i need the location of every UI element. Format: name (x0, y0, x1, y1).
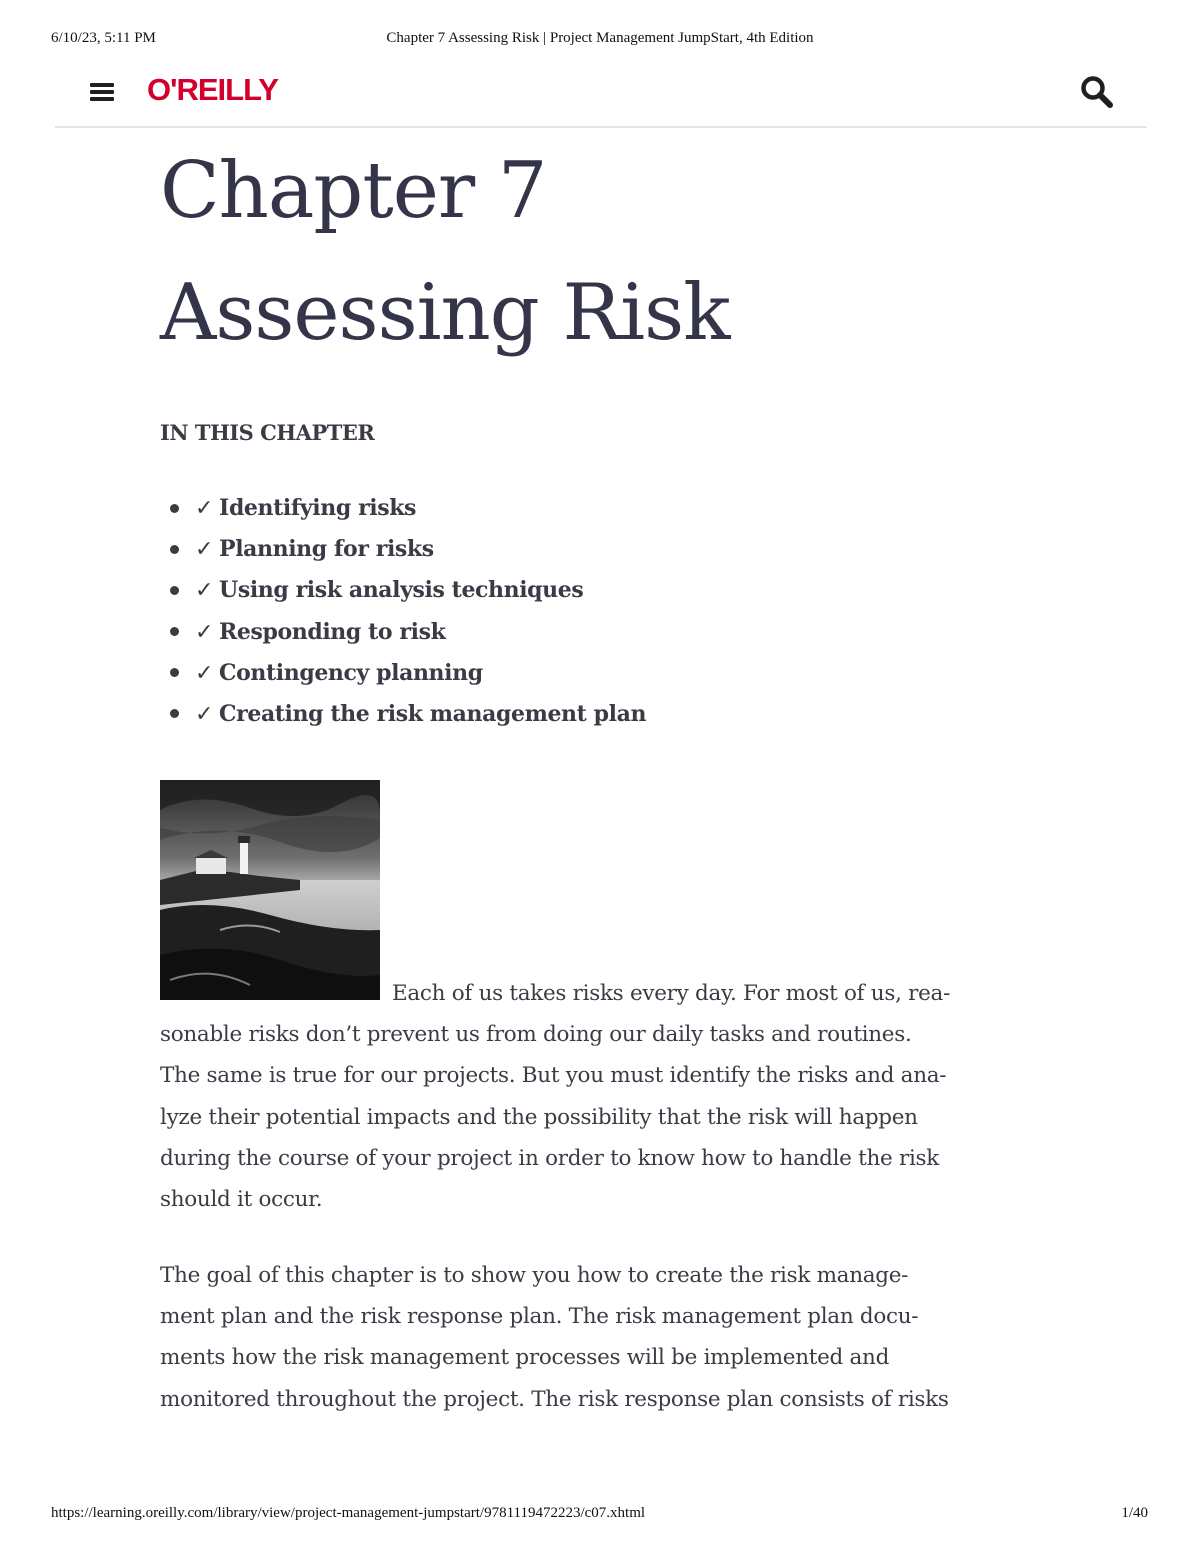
checkmark-icon: ✓ (195, 619, 214, 645)
paragraph-line: sonable risks don’t prevent us from doing our daily tasks and routines. (160, 1022, 912, 1048)
topic-label: Using risk analysis techniques (219, 577, 584, 604)
bullet-icon (170, 627, 179, 636)
list-item (160, 529, 646, 570)
paragraph-line: monitored throughout the project. The risk response plan consists of risks (160, 1386, 949, 1412)
topic-label: Creating the risk management plan (219, 700, 647, 727)
lighthouse-image (160, 780, 380, 1000)
paragraph-line: during the course of your project in order to know how to handle the risk (160, 1145, 939, 1171)
paragraph-line: should it occur. (160, 1187, 323, 1213)
print-header (0, 30, 1200, 50)
paragraph-line: ments how the risk management processes will be implemented and (160, 1345, 890, 1371)
topic-label: Responding to risk (219, 618, 446, 645)
list-item (160, 612, 646, 653)
search-icon[interactable] (1079, 74, 1115, 110)
checkmark-icon: ✓ (195, 701, 214, 727)
bullet-icon (170, 709, 179, 718)
paragraph-line: lyze their potential impacts and the possibility that the risk will happen (160, 1104, 918, 1130)
chapter-number: Chapter 7 (160, 146, 547, 236)
chapter-content (160, 130, 1000, 1412)
hamburger-menu-icon[interactable] (88, 78, 116, 106)
paragraph-line: ment plan and the risk response plan. The risk management plan docu- (160, 1304, 919, 1330)
print-page-title: Chapter 7 Assessing Risk | Project Management JumpStart, 4th Edition (386, 30, 814, 46)
bullet-icon (170, 586, 179, 595)
paragraph-line: The same is true for our projects. But you must identify the risks and ana- (160, 1063, 947, 1089)
in-this-chapter-label: IN THIS CHAPTER (160, 420, 375, 445)
checkmark-icon: ✓ (195, 578, 214, 604)
checkmark-icon: ✓ (195, 496, 214, 521)
paragraph-line: The goal of this chapter is to show you how to create the risk manage- (160, 1263, 909, 1288)
print-datetime: 6/10/23, 5:11 PM (51, 30, 156, 46)
print-url: https://learning.oreilly.com/library/view/project-management-jumpstart/9781119472223/c07.xhtml (51, 1505, 646, 1521)
topic-label: Planning for risks (219, 536, 434, 563)
list-item (160, 653, 646, 694)
topic-label: Contingency planning (219, 659, 483, 686)
checkmark-icon: ✓ (195, 660, 214, 686)
chapter-topics-list (160, 488, 646, 735)
intro-paragraph (160, 973, 950, 1220)
print-footer (0, 1505, 1200, 1525)
list-item (160, 570, 646, 611)
bullet-icon (170, 504, 179, 513)
site-header (55, 64, 1147, 128)
oreilly-logo[interactable]: O'REILLY (147, 72, 278, 107)
print-page-number: 1/40 (1121, 1505, 1148, 1521)
paragraph-line: Each of us takes risks every day. For most of us, rea- (392, 981, 951, 1006)
chapter-name: Assessing Risk (160, 268, 730, 358)
checkmark-icon: ✓ (195, 537, 214, 563)
bullet-icon (170, 545, 179, 554)
bullet-icon (170, 668, 179, 677)
list-item (160, 488, 646, 529)
goal-paragraph (160, 1255, 949, 1420)
list-item (160, 694, 646, 735)
topic-label: Identifying risks (219, 495, 417, 521)
chapter-title (160, 130, 1000, 374)
